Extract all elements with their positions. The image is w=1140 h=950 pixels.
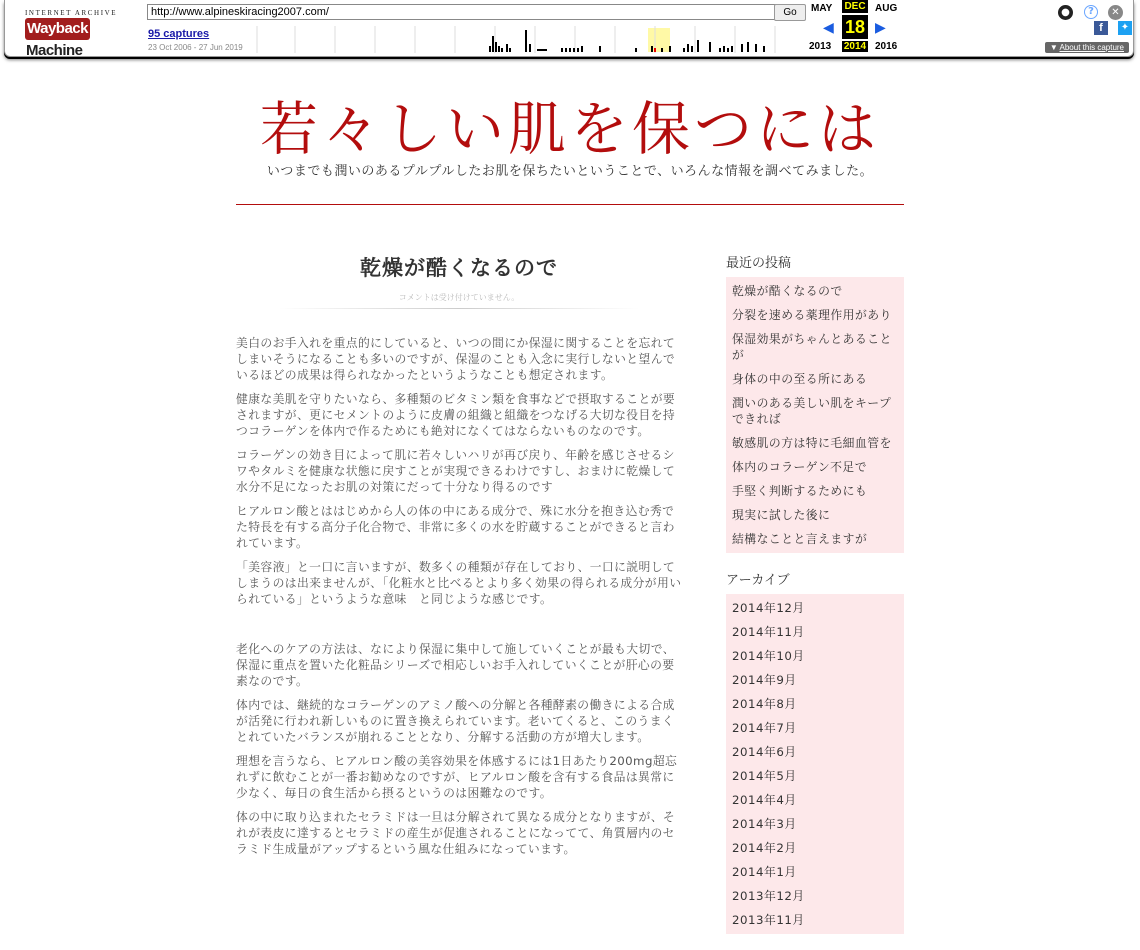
recent-post-link[interactable]: 敏感肌の方は特に毛細血管を xyxy=(732,436,892,450)
captures-sparkline[interactable] xyxy=(245,26,805,53)
prev-capture-arrow-icon[interactable]: ◀ xyxy=(823,19,834,35)
prev-month-link[interactable]: MAY xyxy=(811,3,833,14)
recent-post-link[interactable]: 手堅く判断するためにも xyxy=(732,484,868,498)
post-paragraph: 「美容液」と一口に言いますが、数多くの種類が存在しており、一口に説明してしまうのは出来ませんが、「化粧水と比べるとより多く効果の得られる成分が用いられている」というような意味 と同じような感じです。 xyxy=(236,560,682,606)
current-day: 18 xyxy=(842,15,868,39)
site-description: いつまでも潤いのあるプルプルしたお肌を保ちたいということで、いろんな情報を調べてみました。 xyxy=(266,164,874,179)
archive-title: アーカイブ xyxy=(726,573,790,588)
recent-post-link[interactable]: 現実に試した後に xyxy=(732,508,831,522)
recent-post-link[interactable]: 潤いのある美しい肌をキープできれば xyxy=(732,396,892,426)
recent-post-link[interactable]: 体内のコラーゲン不足で xyxy=(732,460,868,474)
next-year-link[interactable]: 2016 xyxy=(875,41,898,52)
next-month-link[interactable]: AUG xyxy=(875,3,898,14)
captures-range: 23 Oct 2006 - 27 Jun 2019 xyxy=(148,43,243,52)
archive-link[interactable]: 2013年12月 xyxy=(732,889,805,903)
close-icon[interactable]: ✕ xyxy=(1108,5,1123,20)
paragraph-gap xyxy=(236,615,682,641)
recent-post-link[interactable]: 結構なことと言えますが xyxy=(732,532,868,546)
post-comment-status: コメントは受け付けていません。 xyxy=(398,293,520,302)
post-title-divider xyxy=(279,308,639,309)
archive-link[interactable]: 2014年9月 xyxy=(732,673,797,687)
current-year: 2014 xyxy=(843,41,867,52)
post-paragraph: ヒアルロン酸とははじめから人の体の中にある成分で、殊に水分を抱き込む秀でた特長を有する高分子化合物で、非常に多くの水を貯蔵することができると言われています。 xyxy=(236,504,675,550)
next-capture-arrow-icon[interactable]: ▶ xyxy=(875,19,886,35)
user-icon[interactable]: ● xyxy=(1058,5,1073,20)
site-title[interactable]: 若々しい肌を保つには xyxy=(259,95,880,163)
about-capture-label: About this capture xyxy=(1059,43,1124,52)
wayback-logo-machine: Machine xyxy=(26,42,83,59)
prev-year-link[interactable]: 2013 xyxy=(809,41,832,52)
post-paragraph: 体の中に取り込まれたセラミドは一旦は分解されて異なる成分となりますが、それが表皮に達するとセラミドの産生が促進されることになってて、角質層内のセラミド生成量がアップするという風な仕組みになっています。 xyxy=(236,810,676,856)
help-icon[interactable]: ? xyxy=(1084,5,1098,19)
wayback-logo-wayback: Wayback xyxy=(25,18,90,40)
wayback-go-button[interactable]: Go xyxy=(774,4,806,21)
recent-posts-title: 最近の投稿 xyxy=(726,256,792,271)
post-body xyxy=(236,335,682,857)
recent-post-link[interactable]: 保湿効果がちゃんとあることが xyxy=(732,332,892,362)
sparkline-current-capture xyxy=(654,48,656,52)
sidebar xyxy=(726,252,904,950)
wayback-logo-caption: INTERNET ARCHIVE xyxy=(25,9,118,17)
post-paragraph: 体内では、継続的なコラーゲンのアミノ酸への分解と各種酵素の働きによる合成が活発に行われ新しいものに置き換えられています。老いてくると、このうまくとれていたバランスが崩れることとなり、分解する活動の方が増大します。 xyxy=(236,698,675,744)
recent-post-link[interactable]: 身体の中の至る所にある xyxy=(732,372,868,386)
wayback-url-input[interactable]: http://www.alpineskiracing2007.com/ xyxy=(147,4,777,20)
recent-post-link[interactable]: 分裂を速める薬理作用があり xyxy=(732,308,892,322)
wayback-logo[interactable] xyxy=(25,18,117,59)
post-paragraph: コラーゲンの効き目によって肌に若々しいハリが再び戻り、年齢を感じさせるシワやタルミを健康な状態に戻すことが実現できるわけですし、おまけに乾燥して水分不足になったお肌の対策にだって十分なり得るのです xyxy=(236,448,676,494)
post-title[interactable]: 乾燥が酷くなるので xyxy=(360,256,558,280)
post-paragraph: 美白のお手入れを重点的にしていると、いつの間にか保湿に関することを忘れてしまいそうになることも多いのですが、保湿のことも入念に実行しないと望んでいるほどの成果は得られなかったというようなことも想定されます。 xyxy=(236,336,676,382)
facebook-icon[interactable]: f xyxy=(1094,21,1108,35)
archive-link[interactable]: 2014年6月 xyxy=(732,745,797,759)
post-paragraph: 老化へのケアの方法は、なにより保湿に集中して施していくことが最も大切で、保湿に重点を置いた化粧品シリーズで相応しいお手入れしていくことが肝心の要素なのです。 xyxy=(236,642,675,688)
twitter-icon[interactable]: ✦ xyxy=(1118,21,1132,35)
archive-link[interactable]: 2014年4月 xyxy=(732,793,797,807)
archive-list xyxy=(726,594,904,934)
archive-link[interactable]: 2014年10月 xyxy=(732,649,805,663)
captures-link[interactable]: 95 captures xyxy=(148,28,210,40)
current-month: DEC xyxy=(842,0,868,13)
archive-link[interactable]: 2014年12月 xyxy=(732,601,805,615)
header-divider xyxy=(236,204,904,205)
post-paragraph: 理想を言うなら、ヒアルロン酸の美容効果を体感するには1日あたり200mg超忘れずに飲むことが一番お勧めなのですが、ヒアルロン酸を含有する食品は異常に少なく、毎日の食生活から摂るというのは困難なのです。 xyxy=(236,754,678,800)
archive-link[interactable]: 2014年3月 xyxy=(732,817,797,831)
about-capture-button[interactable]: ▼ About this capture xyxy=(1045,42,1129,53)
archive-link[interactable]: 2014年11月 xyxy=(732,625,805,639)
post-paragraph: 健康な美肌を守りたいなら、多種類のビタミン類を食事などで摂取することが要されますが、更にセメントのように皮膚の組織と組織をつなげる大切な役目を持つコラーゲンを体内で作るためにも絶対になくてはならないものなのです。 xyxy=(236,392,676,438)
recent-posts-list xyxy=(726,277,904,553)
archive-link[interactable]: 2014年2月 xyxy=(732,841,797,855)
wayback-toolbar xyxy=(4,0,1134,57)
archive-link[interactable]: 2014年8月 xyxy=(732,697,797,711)
archive-link[interactable]: 2014年1月 xyxy=(732,865,797,879)
calendar-navigator xyxy=(809,0,899,57)
archive-link[interactable]: 2014年7月 xyxy=(732,721,797,735)
recent-post-link[interactable]: 乾燥が酷くなるので xyxy=(732,284,843,298)
main-content xyxy=(236,250,682,865)
archive-link[interactable]: 2013年11月 xyxy=(732,913,805,927)
archive-link[interactable]: 2014年5月 xyxy=(732,769,797,783)
